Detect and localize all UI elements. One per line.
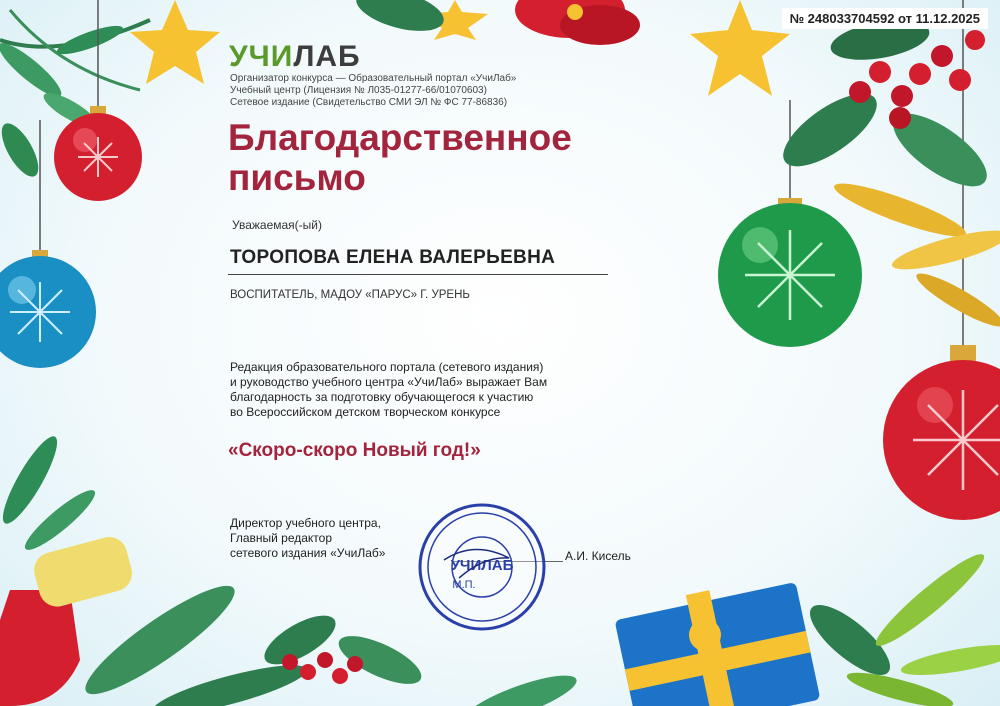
signer-line: сетевого издания «УчиЛаб» bbox=[230, 546, 386, 560]
organizer-line: Учебный центр (Лицензия № Л035-01277-66/01070603) bbox=[230, 85, 487, 96]
organizer-line: Организатор конкурса — Образовательный портал «УчиЛаб» bbox=[230, 73, 517, 84]
holly-berries-icon bbox=[772, 14, 997, 200]
body-text bbox=[230, 360, 610, 420]
leaves-bottom-right-icon bbox=[800, 546, 1000, 706]
name-underline bbox=[228, 274, 608, 275]
body-line: Редакция образовательного портала (сетевого издания) bbox=[230, 360, 544, 374]
title-line-1: Благодарственное bbox=[228, 117, 572, 158]
christmas-ornament-red-icon bbox=[54, 106, 142, 201]
body-line: и руководство учебного центра «УчиЛаб» выражает Вам bbox=[230, 375, 548, 389]
gift-box-icon bbox=[615, 582, 821, 706]
signer-title bbox=[230, 516, 385, 561]
body-line: благодарность за подготовку обучающегося к участию bbox=[230, 390, 534, 404]
christmas-ornament-blue-icon bbox=[0, 250, 96, 368]
uchilab-logo bbox=[229, 42, 361, 72]
contest-name: «Скоро-скоро Новый год!» bbox=[228, 440, 481, 461]
body-line: во Всероссийском детском творческом конкурсе bbox=[230, 405, 501, 419]
logo-part-2: ЛАБ bbox=[293, 40, 361, 73]
christmas-ornament-green-icon bbox=[718, 198, 862, 347]
stamp-mp-text: М.П. bbox=[452, 579, 476, 591]
poinsettia-icon bbox=[352, 0, 640, 45]
greeting: Уважаемая(-ый) bbox=[232, 218, 322, 232]
stamp-center-text: УЧИЛАБ bbox=[450, 557, 514, 574]
logo-part-1: УЧИ bbox=[229, 40, 294, 73]
recipient-name: ТОРОПОВА ЕЛЕНА ВАЛЕРЬЕВНА bbox=[230, 247, 556, 268]
certificate-number: № 248033704592 от 11.12.2025 bbox=[782, 8, 988, 29]
signer-line: Директор учебного центра, bbox=[230, 516, 381, 530]
official-stamp-icon bbox=[414, 500, 550, 634]
document-title bbox=[228, 118, 572, 198]
signer-line: Главный редактор bbox=[230, 531, 333, 545]
organizer-info bbox=[230, 73, 516, 109]
recipient-position: ВОСПИТАТЕЛЬ, МАДОУ «ПАРУС» Г. УРЕНЬ bbox=[230, 289, 470, 301]
title-line-2: письмо bbox=[228, 157, 366, 198]
organizer-line: Сетевое издание (Свидетельство СМИ ЭЛ № ФС 77-86836) bbox=[230, 97, 508, 108]
christmas-ornament-red-right-icon bbox=[883, 345, 1000, 520]
signature-name: А.И. Кисель bbox=[565, 549, 631, 563]
